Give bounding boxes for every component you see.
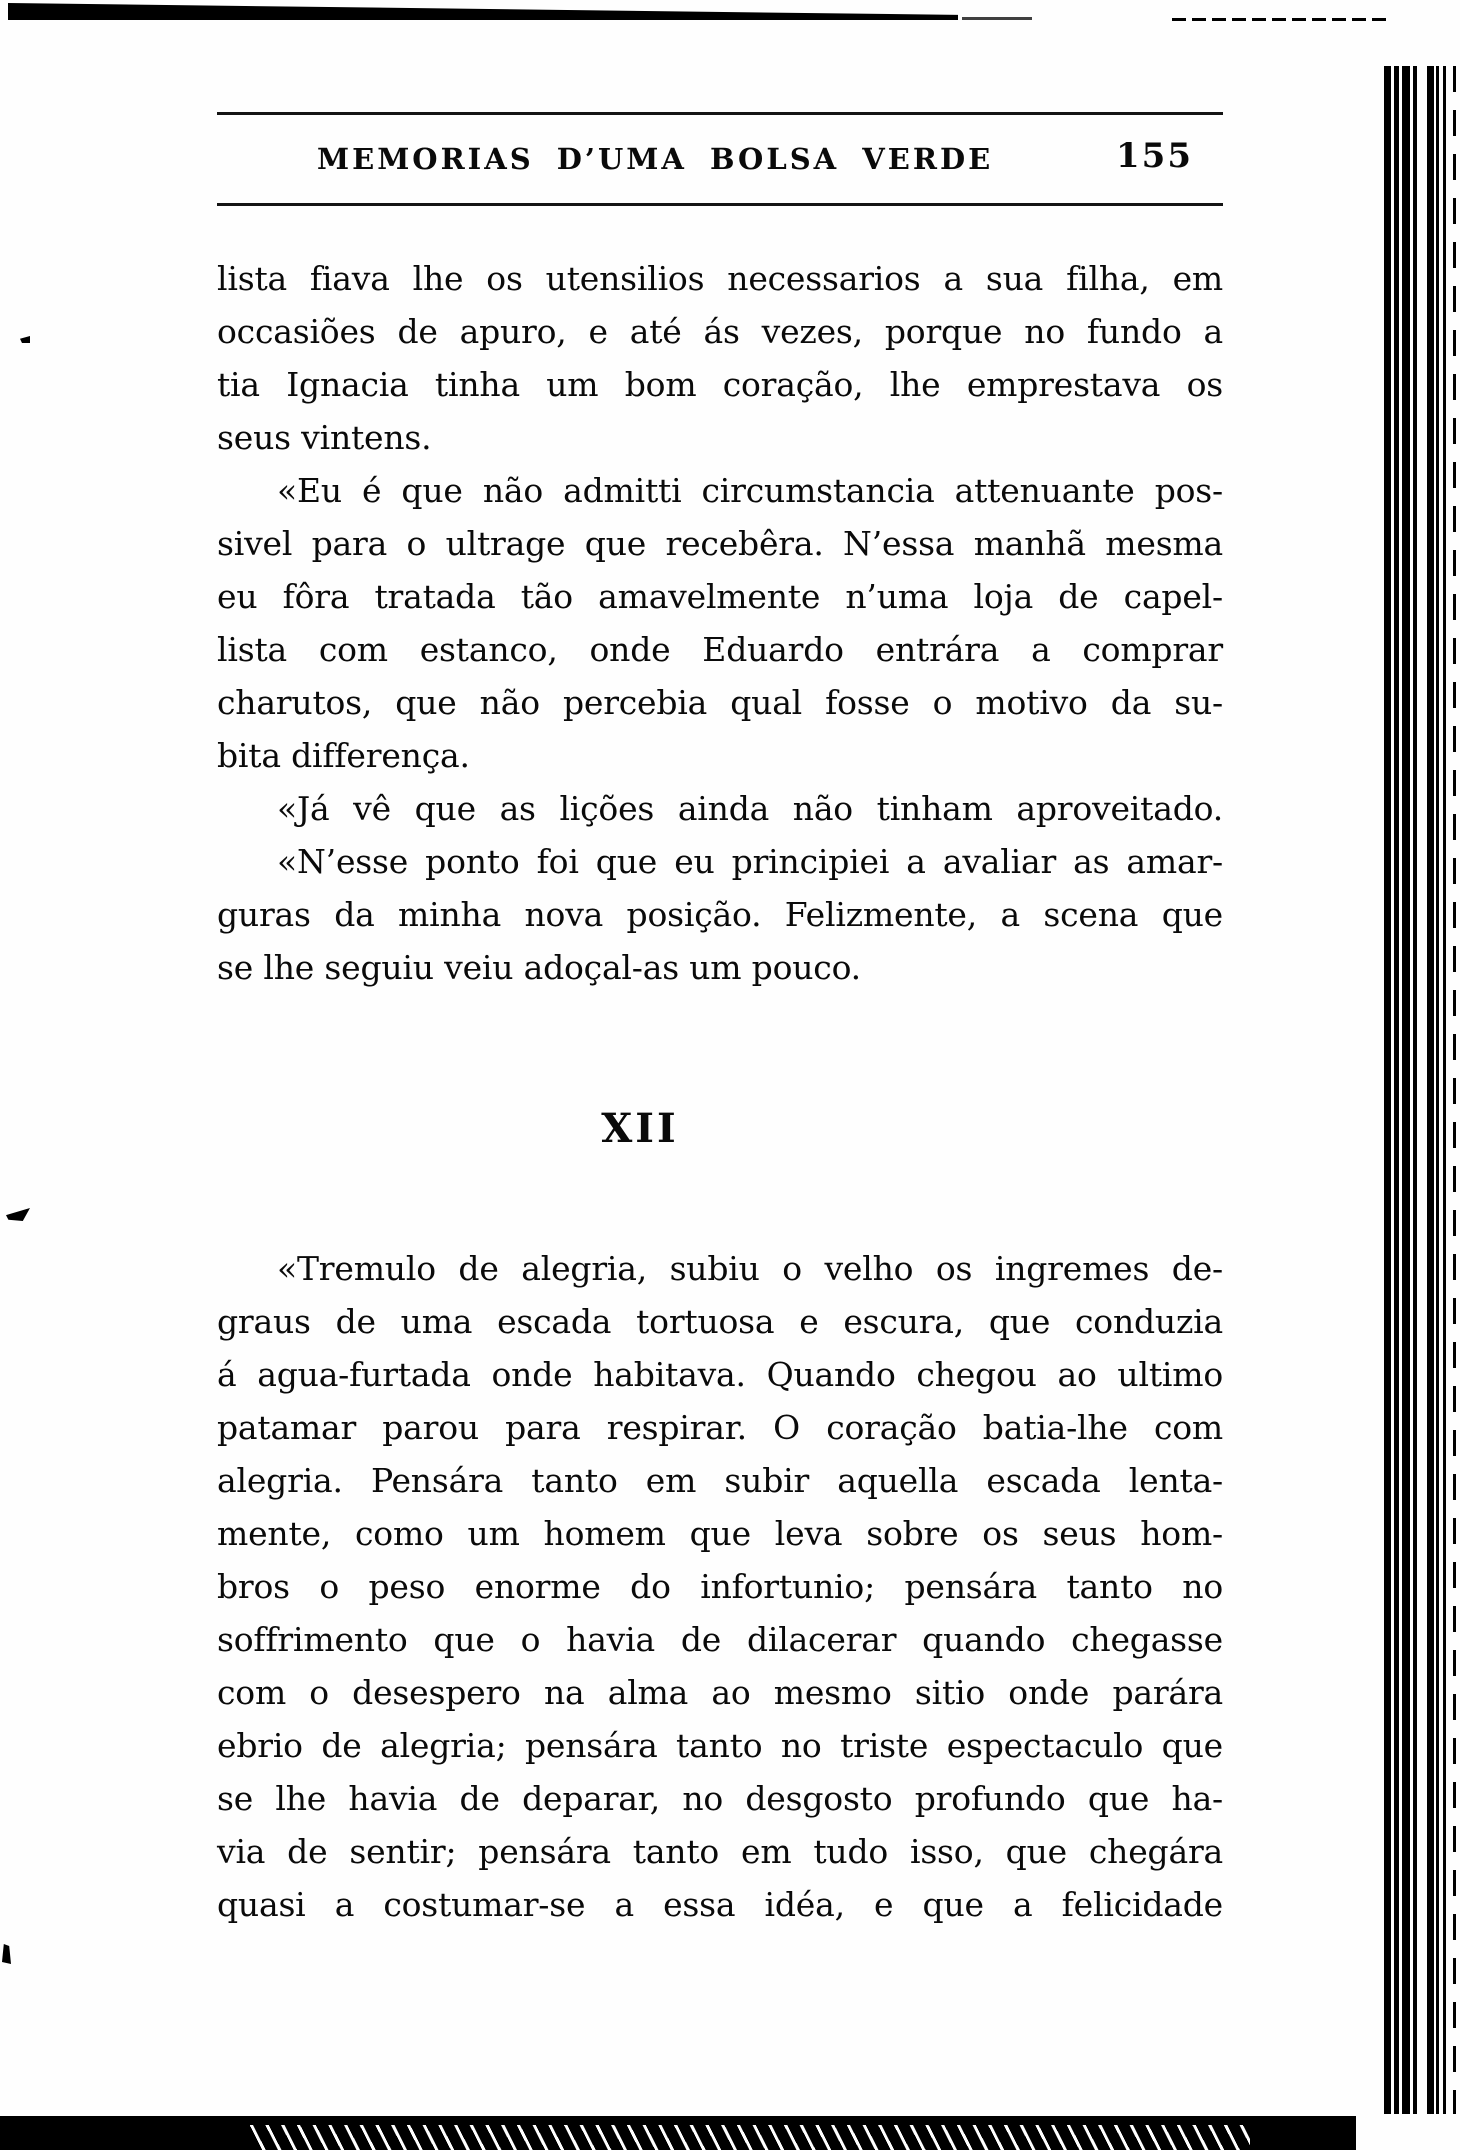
page-number: 155 <box>1116 136 1193 176</box>
text-line: via de sentir; pensára tanto em tudo isso, que chegára <box>217 1832 1223 1871</box>
text-line: «Tremulo de alegria, subiu o velho os ingremes de- <box>277 1249 1223 1288</box>
binding-stripe <box>1427 66 1439 2114</box>
text-line: quasi a costumar-se a essa idéa, e que a felicidade <box>217 1885 1223 1924</box>
text-line: lista fiava lhe os utensilios necessarios a sua filha, em <box>217 259 1223 298</box>
scan-speck <box>6 1208 30 1221</box>
paragraph <box>217 464 1223 782</box>
text-line: á agua-furtada onde habitava. Quando chegou ao ultimo <box>217 1355 1223 1394</box>
scan-artifact-hatch <box>250 2125 1250 2150</box>
scan-artifact-top-dash-dotted <box>1172 18 1390 21</box>
text-line: mente, como um homem que leva sobre os seus hom- <box>217 1514 1223 1553</box>
text-line: «N’esse ponto foi que eu principiei a avaliar as amar- <box>277 842 1223 881</box>
text-line: sivel para o ultrage que recebêra. N’essa manhã mesma <box>217 524 1223 563</box>
text-line: lista com estanco, onde Eduardo entrára a comprar <box>217 630 1223 669</box>
text-line: occasiões de apuro, e até ás vezes, porque no fundo a <box>217 312 1223 351</box>
scan-speck <box>2 1944 11 1964</box>
paragraph <box>217 835 1223 994</box>
text-line: graus de uma escada tortuosa e escura, que conduzia <box>217 1302 1223 1341</box>
binding-stripe <box>1443 66 1446 2114</box>
scan-speck <box>20 336 30 343</box>
text-line: soffrimento que o havia de dilacerar quando chegasse <box>217 1620 1223 1659</box>
text-line: patamar parou para respirar. O coração batia-lhe com <box>217 1408 1223 1447</box>
header-rule-bottom <box>217 203 1223 206</box>
text-line: eu fôra tratada tão amavelmente n’uma loja de capel- <box>217 577 1223 616</box>
body-text-before-heading <box>217 252 1223 994</box>
paragraph <box>217 252 1223 464</box>
binding-stripe <box>1413 66 1417 2114</box>
text-line: ebrio de alegria; pensára tanto no triste espectaculo que <box>217 1726 1223 1765</box>
text-line: «Eu é que não admitti circumstancia attenuante pos- <box>277 471 1223 510</box>
running-title: MEMORIAS D’UMA BOLSA VERDE <box>317 142 994 176</box>
scan-artifact-top-bar <box>8 3 958 20</box>
text-line: tia Ignacia tinha um bom coração, lhe emprestava os <box>217 365 1223 404</box>
text-line: com o desespero na alma ao mesmo sitio onde parára <box>217 1673 1223 1712</box>
header-rule-top <box>217 112 1223 115</box>
text-line: se lhe seguiu veiu adoçal-as um pouco. <box>217 948 861 987</box>
text-line: se lhe havia de deparar, no desgosto profundo que ha- <box>217 1779 1223 1818</box>
binding-stripe <box>1394 66 1410 2114</box>
running-head <box>217 128 1223 198</box>
binding-stripe <box>1453 66 1456 2114</box>
text-line: charutos, que não percebia qual fosse o motivo da su- <box>217 683 1223 722</box>
paragraph <box>217 1242 1223 1931</box>
scan-artifact-top-dash <box>962 17 1032 20</box>
text-line: guras da minha nova posição. Felizmente, a scena que <box>217 895 1223 934</box>
scan-artifact-bottom-bar <box>0 2116 1356 2150</box>
binding-stripe <box>1384 66 1391 2114</box>
scan-artifact-binding-bars <box>1382 66 1460 2114</box>
body-text-after-heading <box>217 1242 1223 1931</box>
text-line: alegria. Pensára tanto em subir aquella escada lenta- <box>217 1461 1223 1500</box>
text-line: «Já vê que as lições ainda não tinham aproveitado. <box>277 789 1223 828</box>
text-line: bita differença. <box>217 736 470 775</box>
paragraph <box>217 782 1223 835</box>
text-line: bros o peso enorme do infortunio; pensára tanto no <box>217 1567 1223 1606</box>
chapter-heading: XII <box>601 1105 679 1152</box>
text-line: seus vintens. <box>217 418 432 457</box>
